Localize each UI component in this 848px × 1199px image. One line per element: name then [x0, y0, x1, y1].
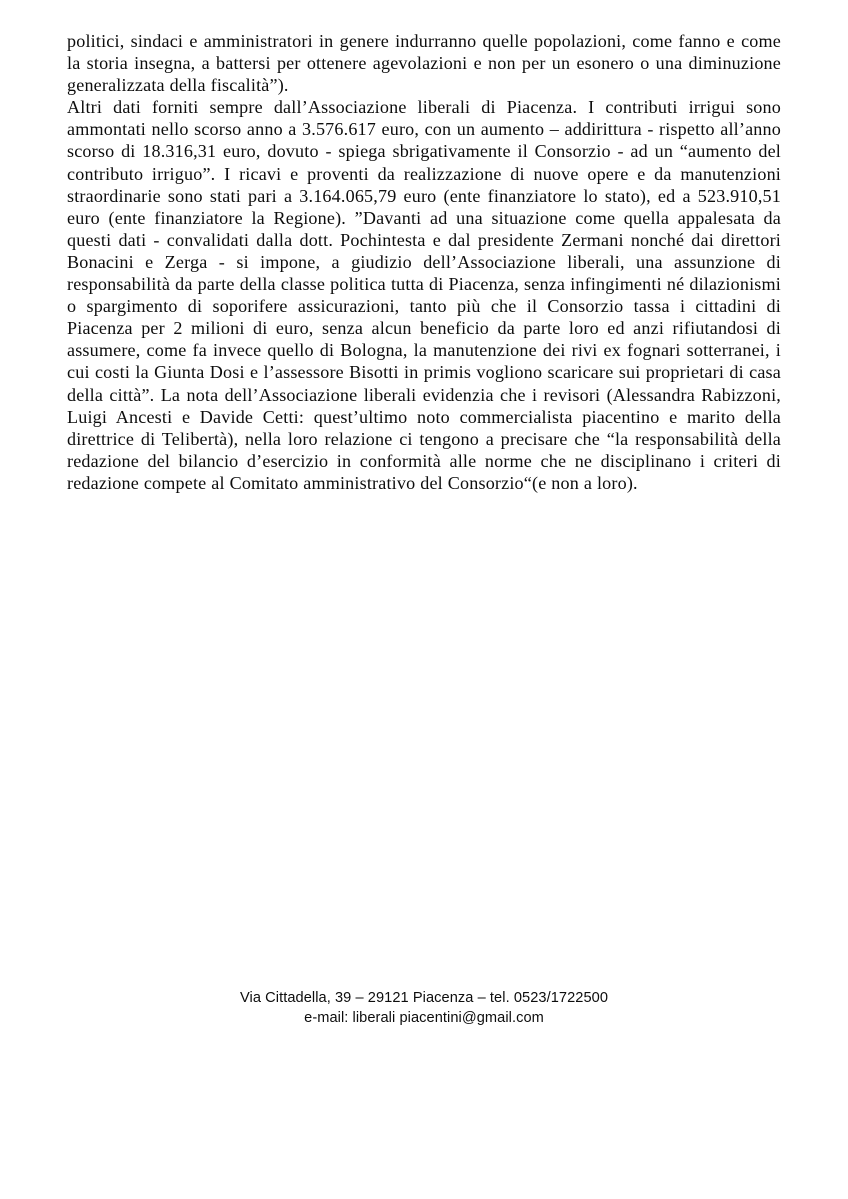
footer-email-line: e-mail: liberali piacentini@gmail.com	[304, 1010, 544, 1026]
body-paragraph-1: politici, sindaci e amministratori in genere indurranno quelle popolazioni, come fanno e come la storia insegna, a battersi per ottenere agevolazioni e non per un esonero o una diminuzione generalizzata della fiscalità”).	[67, 31, 781, 96]
page-footer	[0, 988, 848, 1028]
document-body	[67, 30, 781, 494]
footer-address-line: Via Cittadella, 39 – 29121 Piacenza – tel. 0523/1722500	[239, 990, 609, 1006]
body-paragraph-2: Altri dati forniti sempre dall’Associazione liberali di Piacenza. I contributi irrigui sono ammontati nello scorso anno a 3.576.617 euro, con un aumento – addirittura - rispetto all’anno scorso di 18.316,31 euro, dovuto - spiega sbrigativamente il Consorzio - ad un “aumento del contributo irriguo”. I ricavi e proventi da realizzazione di nuove opere e da manutenzioni straordinarie sono stati pari a 3.164.065,79 euro (ente finanziatore lo stato), ed a 523.910,51 euro (ente finanziatore la Regione). ”Davanti ad una situazione come quella appalesata da questi dati - convalidati dalla dott. Pochintesta e dal presidente Zermani nonché dai direttori Bonacini e Zerga - si impone, a giudizio dell’Associazione liberali, una assunzione di responsabilità da parte della classe politica tutta di Piacenza, senza infingimenti né dilazionismi o spargimento di soporifere assicurazioni, tanto più che il Consorzio tassa i cittadini di Piacenza per 2 milioni di euro, senza alcun beneficio da parte loro ed anzi rifiutandosi di assumere, come fa invece quello di Bologna, la manutenzione dei rivi ex fognari sotterranei, i cui costi la Giunta Dosi e l’assessore Bisotti in primis vogliono scaricare sui proprietari di casa della città”. La nota dell’Associazione liberali evidenzia che i revisori (Alessandra Rabizzoni, Luigi Ancesti e Davide Cetti: quest’ultimo noto commercialista piacentino e marito della direttrice di Telibertà), nella loro relazione ci tengono a precisare che “la responsabilità della redazione del bilancio d’esercizio in conformità alle norme che ne disciplinano i criteri di redazione compete al Comitato amministrativo del Consorzio“(e non a loro).	[67, 97, 781, 493]
